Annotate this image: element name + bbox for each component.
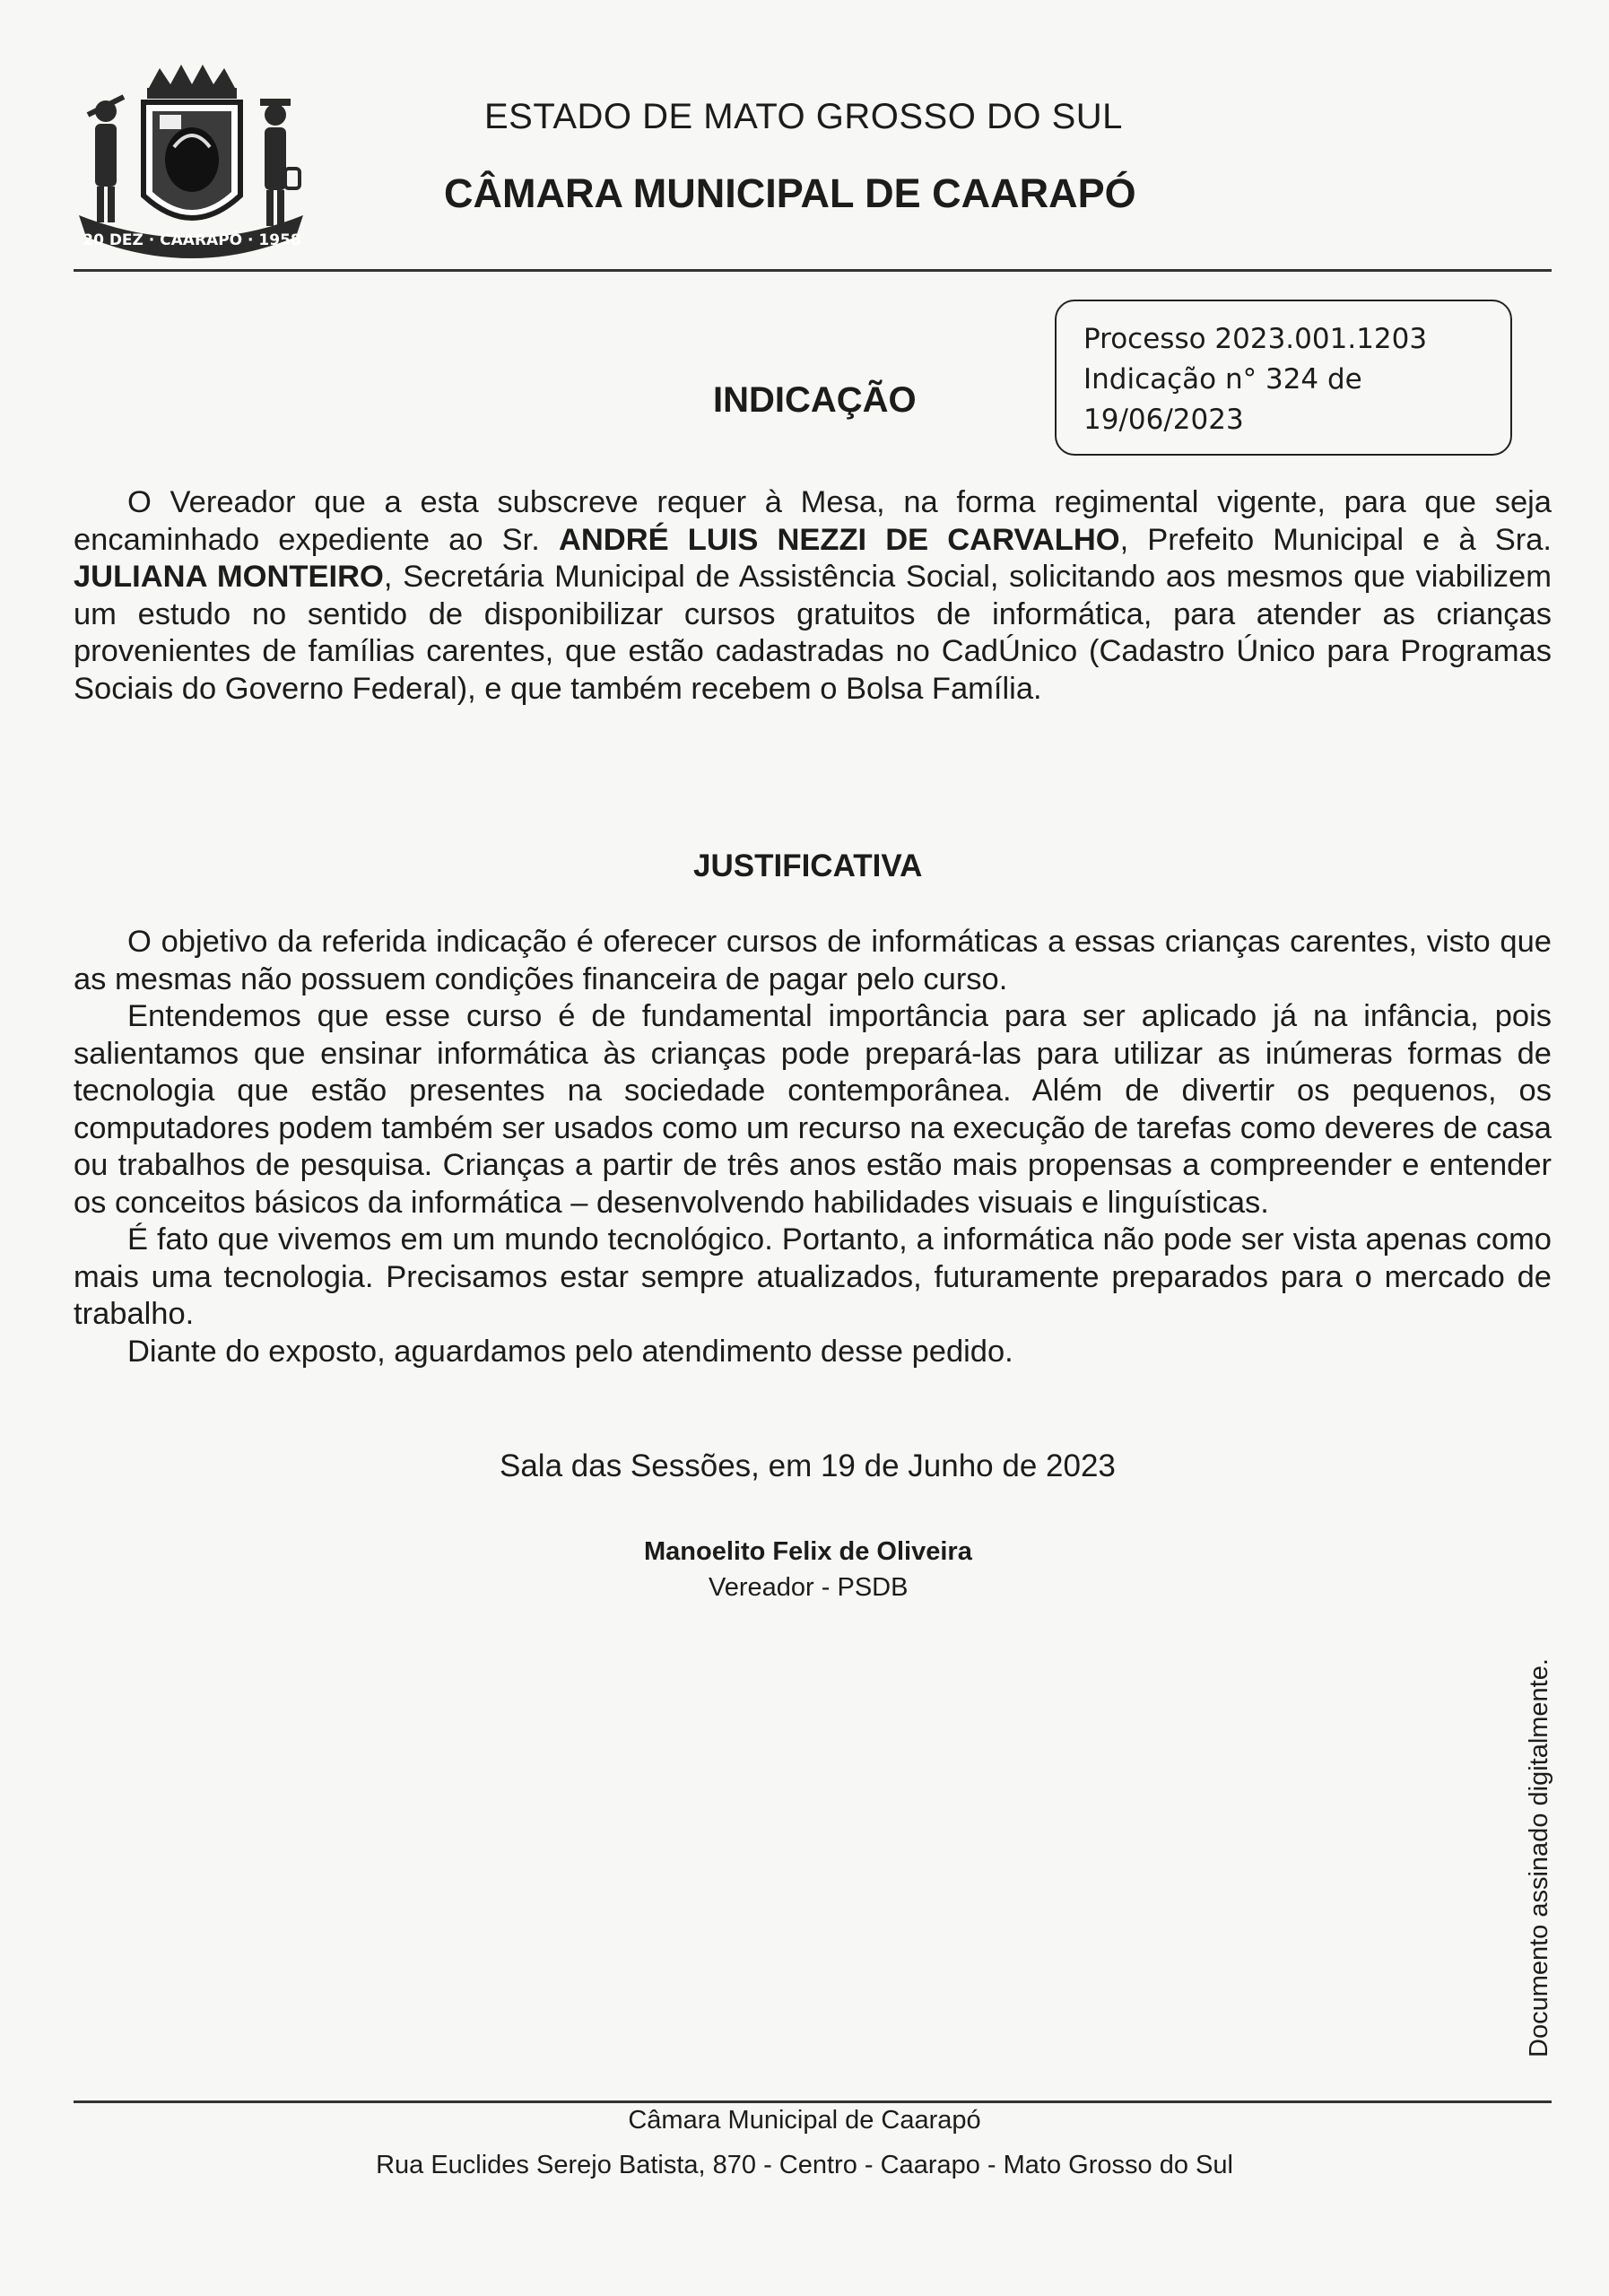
header-divider bbox=[74, 269, 1552, 272]
justification-title: JUSTIFICATIVA bbox=[693, 848, 923, 883]
process-number: Processo 2023.001.1203 bbox=[1083, 323, 1428, 355]
footer-address: Rua Euclides Serejo Batista, 870 - Centro - Caarapo - Mato Grosso do Sul bbox=[376, 2151, 1233, 2179]
document-title: INDICAÇÃO bbox=[713, 380, 917, 420]
municipal-seal-logo bbox=[70, 61, 312, 258]
footer-institution: Câmara Municipal de Caarapó bbox=[628, 2106, 981, 2135]
header-chamber: CÂMARA MUNICIPAL DE CAARAPÓ bbox=[444, 170, 1136, 216]
mayor-name: ANDRÉ LUIS NEZZI DE CARVALHO bbox=[558, 522, 1120, 557]
indication-date: 19/06/2023 bbox=[1083, 403, 1244, 436]
footer-divider bbox=[74, 2100, 1552, 2103]
indication-number: Indicação n° 324 de bbox=[1083, 362, 1362, 396]
justification-paragraph: Diante do exposto, aguardamos pelo atendimento desse pedido. bbox=[127, 1334, 1013, 1369]
signer-name: Manoelito Felix de Oliveira bbox=[644, 1537, 972, 1566]
request-paragraph: O Vereador que a esta subscreve requer à Mesa, na forma regimental vigente, para que seja encaminhado expediente ao Sr. ANDRÉ LUIS NEZZI DE CARVALHO, Prefeito Municipal e à Sra. JULIANA MONTEIRO, Secretária Municipal de Assistência Social, solicitando aos mesmos que viabilizem um estudo no sentido de disponibilizar cursos gratuitos de informática, para atender as crianças provenientes de famílias carentes, que estão cadastradas no CadÚnico (Cadastro Único para Programas Sociais do Governo Federal), e que também recebem o Bolsa Família. bbox=[74, 485, 1552, 706]
signer-role: Vereador - PSDB bbox=[709, 1573, 909, 1602]
justification-paragraph: Entendemos que esse curso é de fundamental importância para ser aplicado já na infância, pois salientamos que ensinar informática às crianças pode prepará-las para utilizar as inúmeras formas de tecnologia que estão presentes na sociedade contemporânea. Além de divertir os pequenos, os computadores podem também ser usados como um recurso na execução de tarefas como deveres de casa ou trabalhos de pesquisa. Crianças a partir de três anos estão mais propensas a compreender e entender os conceitos básicos da informática – desenvolvendo habilidades visuais e linguísticas. bbox=[74, 999, 1552, 1220]
svg-text:20 DEZ · CAARAPÓ · 1958: 20 DEZ · CAARAPÓ · 1958 bbox=[83, 231, 301, 249]
justification-body bbox=[74, 924, 1552, 1370]
place-and-date: Sala das Sessões, em 19 de Junho de 2023 bbox=[500, 1448, 1116, 1483]
justification-paragraph: É fato que vivemos em um mundo tecnológico. Portanto, a informática não pode ser vista apenas como mais uma tecnologia. Precisamos estar sempre atualizados, futuramente preparados para o mercado de trabalho. bbox=[74, 1222, 1552, 1331]
secretary-name: JULIANA MONTEIRO bbox=[74, 560, 384, 594]
digital-signature-note: Documento assinado digitalmente. bbox=[1525, 1658, 1553, 2057]
header-state: ESTADO DE MATO GROSSO DO SUL bbox=[484, 97, 1123, 136]
justification-paragraph: O objetivo da referida indicação é oferecer cursos de informáticas a essas crianças carentes, visto que as mesmas não possuem condições financeira de pagar pelo curso. bbox=[74, 925, 1552, 996]
process-stamp-box bbox=[1055, 300, 1512, 456]
